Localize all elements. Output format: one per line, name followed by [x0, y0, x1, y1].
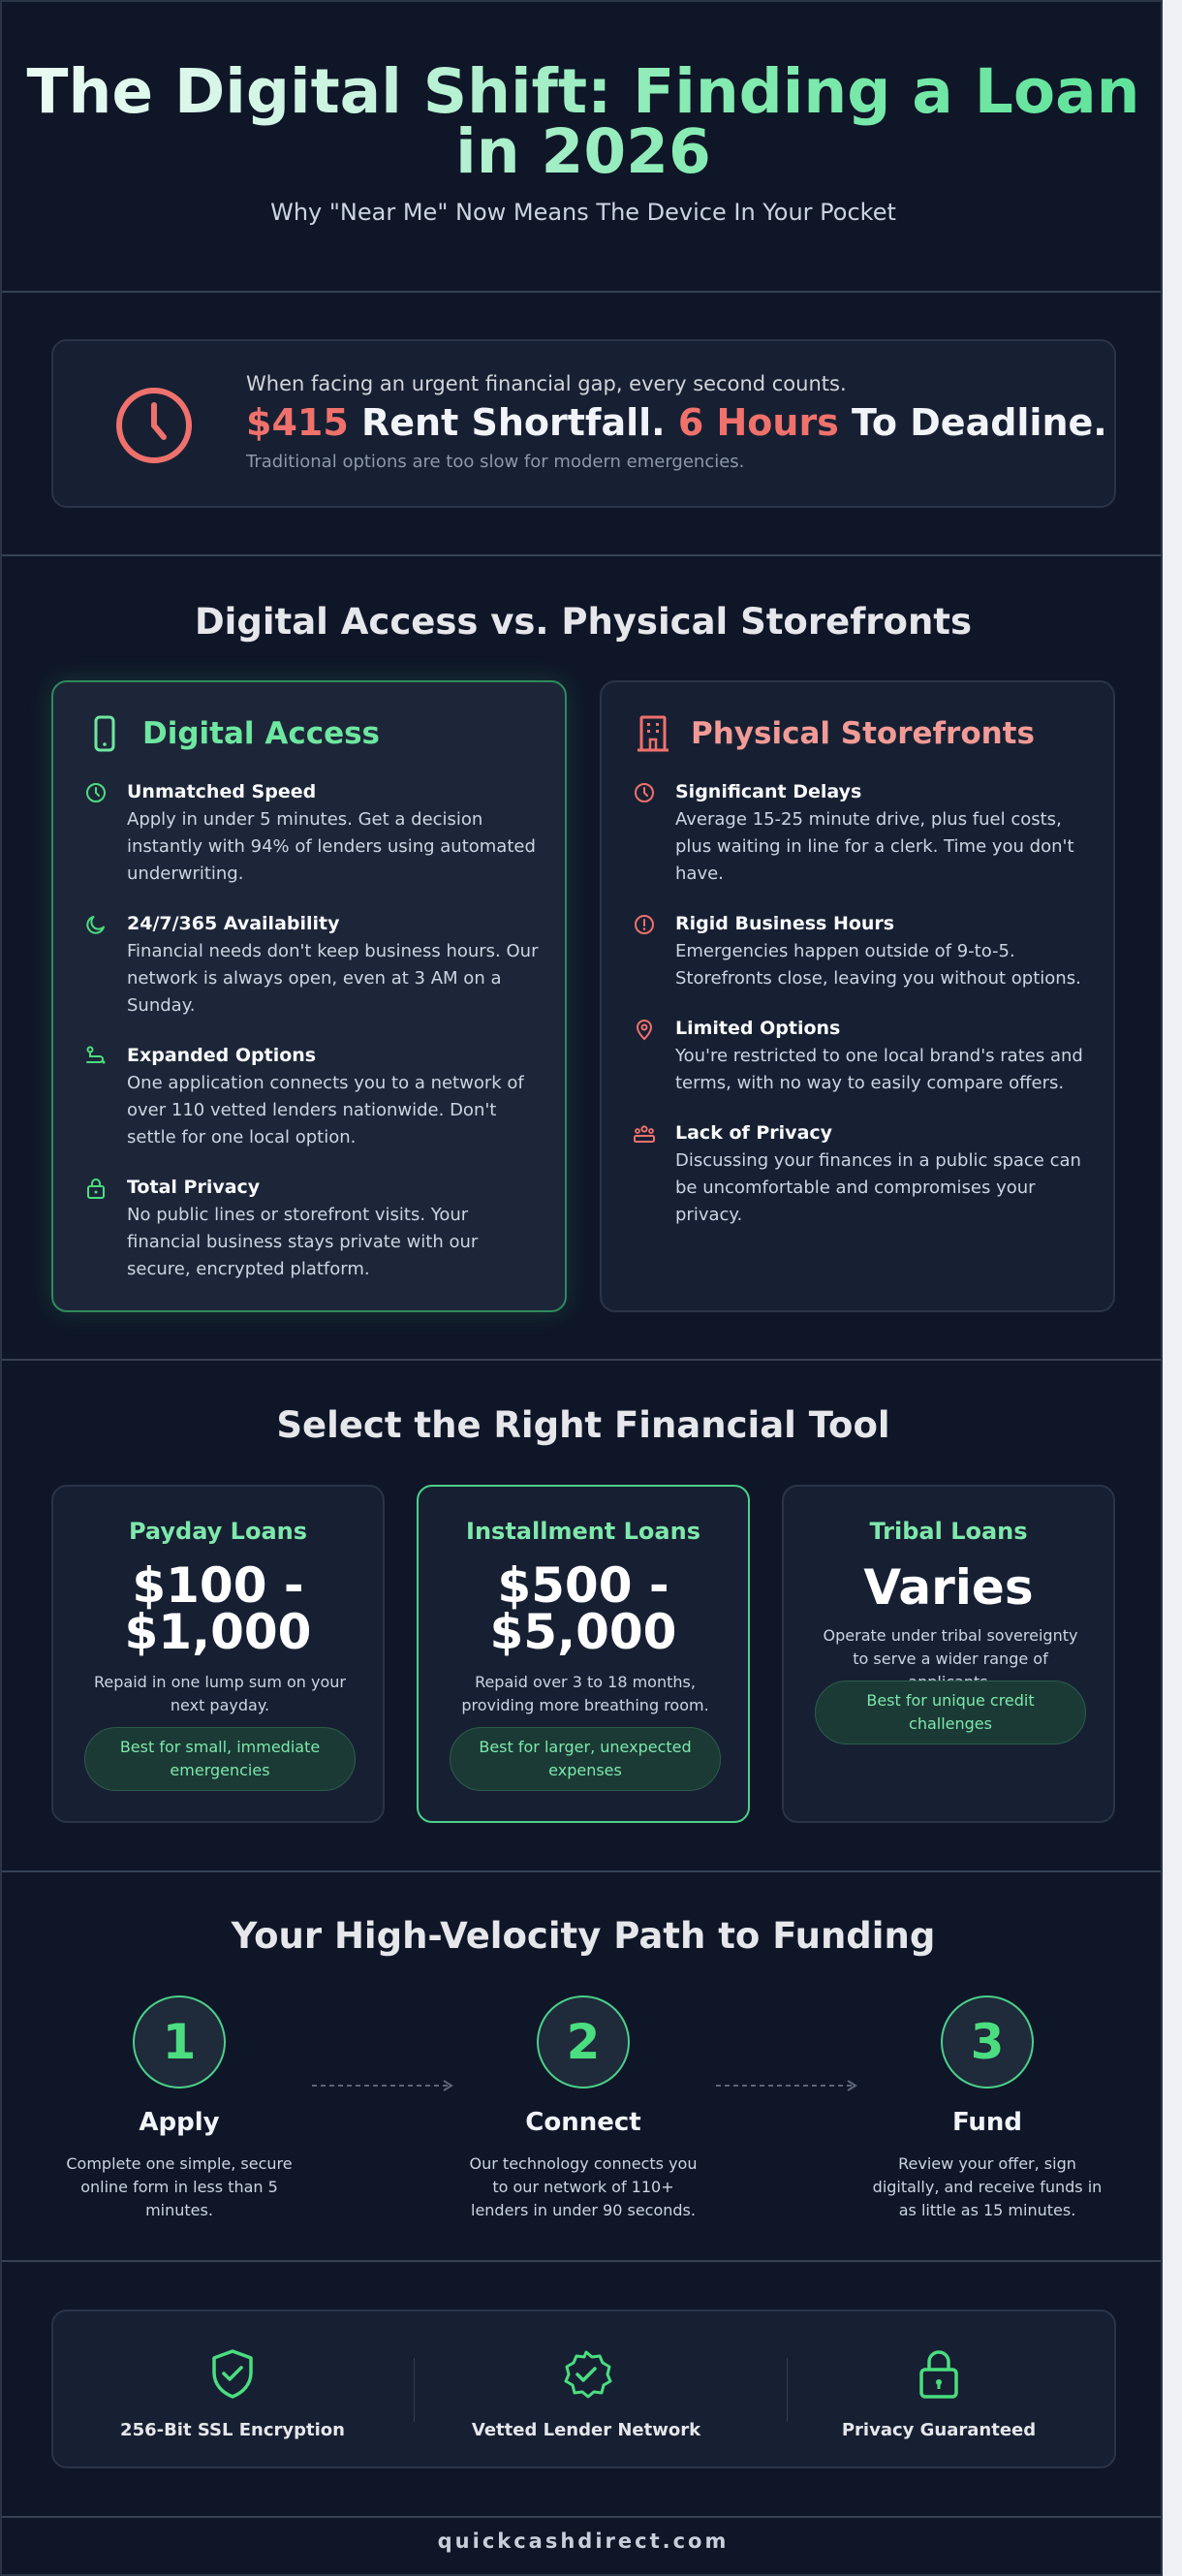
feature-title: Limited Options	[675, 1018, 841, 1039]
feature-title: Lack of Privacy	[675, 1122, 833, 1144]
urgency-lead: When facing an urgent financial gap, every second counts.	[246, 372, 847, 395]
section-divider	[2, 2516, 1161, 2518]
badge-check-icon	[559, 2346, 613, 2401]
step-number: 1	[133, 1995, 226, 2089]
trust-label: Privacy Guaranteed	[841, 2420, 1037, 2440]
urgency-card	[51, 339, 1116, 508]
people-icon	[633, 1122, 656, 1146]
tool-badge: Best for unique credit challenges	[815, 1681, 1086, 1744]
tool-desc: Repaid over 3 to 18 months, providing more breathing room.	[461, 1673, 709, 1714]
section-divider	[2, 291, 1161, 293]
trust-separator	[414, 2358, 415, 2422]
tool-name: Payday Loans	[128, 1518, 308, 1545]
section-divider	[2, 1870, 1161, 1872]
physical-storefronts-header	[637, 715, 1035, 752]
feature-desc: No public lines or storefront visits. Your financial business stays private with our secure, encrypted platform.	[127, 1205, 479, 1279]
trust-label: Vetted Lender Network	[471, 2420, 701, 2440]
step-fund	[861, 1995, 1113, 2222]
trust-item	[784, 2346, 1094, 2440]
page-subtitle: Why "Near Me" Now Means The Device In Your Pocket	[270, 199, 896, 226]
physical-storefronts-card	[600, 680, 1115, 1312]
step-desc: Complete one simple, secure online form in less than 5 minutes.	[66, 2154, 293, 2219]
lock-icon	[84, 1177, 108, 1200]
tool-amount: $100 - $1,000	[124, 1557, 312, 1660]
physical-storefronts-title: Physical Storefronts	[691, 716, 1035, 751]
deadline-hours: 6 Hours	[677, 401, 839, 444]
feature-title: Rigid Business Hours	[675, 913, 895, 934]
urgency-headline	[246, 401, 1107, 444]
tool-name: Installment Loans	[466, 1518, 700, 1545]
step-number: 2	[537, 1995, 630, 2089]
feature-title: Total Privacy	[127, 1177, 261, 1198]
feature-desc: You're restricted to one local brand's rates and terms, with no way to easily compare offers.	[675, 1046, 1083, 1093]
tool-amount: Varies	[863, 1559, 1034, 1616]
urgency-note: Traditional options are too slow for modern emergencies.	[246, 452, 745, 472]
step-title: Apply	[139, 2108, 220, 2137]
section-divider	[2, 2260, 1161, 2262]
deadline-text: To Deadline.	[838, 401, 1107, 444]
footer-site-link[interactable]: quickcashdirect.com	[437, 2529, 730, 2553]
tool-badge: Best for larger, unexpected expenses	[450, 1727, 721, 1791]
tools-title: Select the Right Financial Tool	[276, 1404, 890, 1446]
tool-badge: Best for small, immediate emergencies	[84, 1727, 356, 1791]
feature-desc: One application connects you to a network of over 110 vetted lenders nationwide. Don't settle for one local option.	[127, 1073, 524, 1147]
arrow-right-icon	[716, 2079, 857, 2092]
step-title: Fund	[951, 2108, 1023, 2137]
clock-icon	[84, 781, 108, 804]
feature-title: Expanded Options	[127, 1045, 317, 1066]
trust-strip	[51, 2309, 1116, 2468]
section-divider	[2, 1359, 1161, 1361]
feature-title: 24/7/365 Availability	[127, 913, 340, 934]
step-desc: Our technology connects you to our network of 110+ lenders in under 90 seconds.	[469, 2154, 698, 2219]
feature-desc: Apply in under 5 minutes. Get a decision instantly with 94% of lenders using automated underwriting.	[127, 809, 536, 884]
moon-icon	[84, 913, 108, 936]
page-title: The Digital Shift: Finding a Loan in 2026	[21, 62, 1145, 182]
trust-label: 256-Bit SSL Encryption	[120, 2420, 345, 2440]
padlock-icon	[912, 2346, 966, 2401]
feature-desc: Average 15-25 minute drive, plus fuel costs, plus waiting in line for a clerk. Time you don't have.	[675, 809, 1074, 884]
shield-check-icon	[205, 2346, 260, 2401]
step-apply	[53, 1995, 305, 2222]
trust-item	[431, 2346, 741, 2440]
path-title: Your High-Velocity Path to Funding	[231, 1915, 936, 1957]
shortfall-text: Rent Shortfall.	[348, 401, 678, 444]
tool-desc: Repaid in one lump sum on your next payday.	[94, 1673, 346, 1714]
step-number: 3	[941, 1995, 1034, 2089]
step-title: Connect	[525, 2108, 641, 2137]
installment-loans-card[interactable]	[417, 1485, 750, 1823]
tool-desc: Operate under tribal sovereignty to serve a wider range of	[823, 1626, 1078, 1668]
section-divider	[2, 554, 1161, 556]
shortfall-amount: $415	[246, 401, 349, 444]
alert-circle-icon	[633, 913, 656, 936]
map-pin-icon	[633, 1018, 656, 1041]
tool-name: Tribal Loans	[869, 1518, 1028, 1545]
tribal-loans-card[interactable]	[782, 1485, 1115, 1823]
comparison-title: Digital Access vs. Physical Storefronts	[194, 601, 973, 643]
arrow-right-icon	[312, 2079, 453, 2092]
feature-desc: Emergencies happen outside of 9-to-5. Storefronts close, leaving you without options.	[675, 941, 1081, 989]
route-icon	[84, 1045, 108, 1068]
feature-title: Unmatched Speed	[127, 781, 317, 802]
feature-desc: Financial needs don't keep business hours. Our network is always open, even at 3 AM on a Sunday.	[127, 941, 539, 1016]
step-connect	[457, 1995, 709, 2222]
clock-icon	[633, 781, 656, 804]
building-icon	[637, 715, 669, 752]
payday-loans-card[interactable]	[51, 1485, 385, 1823]
step-desc: Review your offer, sign digitally, and receive funds in as little as 15 minutes.	[872, 2154, 1103, 2219]
digital-access-header	[88, 715, 380, 752]
feature-desc: Discussing your finances in a public space can be uncomfortable and compromises your privacy.	[675, 1150, 1081, 1225]
digital-access-title: Digital Access	[142, 716, 381, 751]
smartphone-icon	[88, 715, 121, 752]
feature-title: Significant Delays	[675, 781, 862, 802]
trust-item	[78, 2346, 388, 2440]
clock-icon	[114, 386, 194, 465]
digital-access-card	[51, 680, 567, 1312]
tool-amount: $500 - $5,000	[489, 1557, 677, 1660]
